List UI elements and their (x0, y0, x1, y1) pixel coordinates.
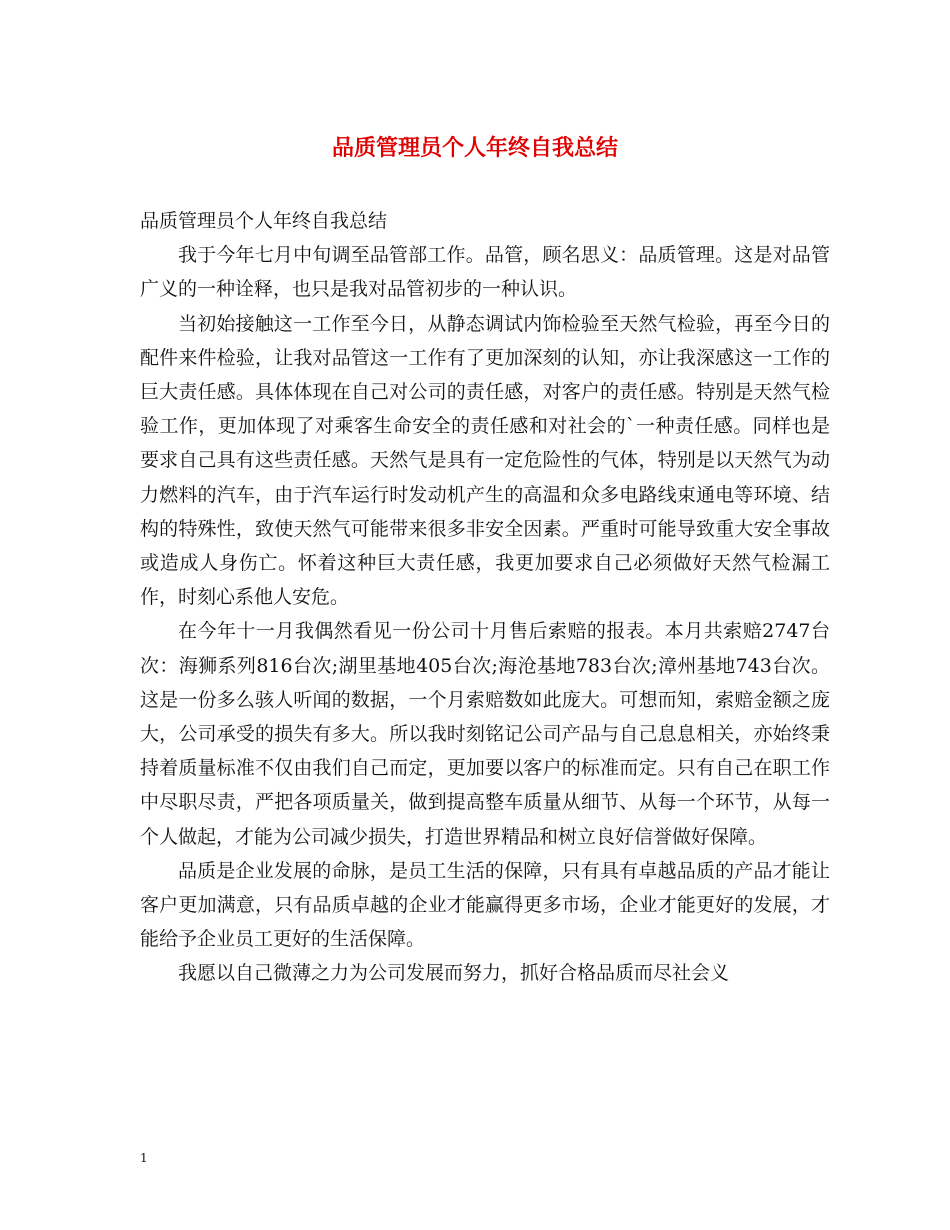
document-body (140, 204, 830, 991)
paragraph-5: 我愿以自己微薄之力为公司发展而努力，抓好合格品质而尽社会义 (178, 962, 730, 985)
page-number: 1 (140, 1151, 148, 1165)
paragraph-1: 我于今年七月中旬调至品管部工作。品管，顾名思义：品质管理。这是对品管广义的一种诠释，也只是我对品管初步的一种认识。 (140, 244, 830, 301)
body-heading: 品质管理员个人年终自我总结 (140, 210, 388, 232)
paragraph-3: 在今年十一月我偶然看见一份公司十月售后索赔的报表。本月共索赔2747台次：海狮系列816台次;湖里基地405台次;海沧基地783台次;漳州基地743台次。这是一份多么骇人听闻的数据，一个月索赔数如此庞大。可想而知，索赔金额之庞大，公司承受的损失有多大。所以我时刻铭记公司产品与自己息息相关，亦始终秉持着质量标准不仅由我们自己而定，更加要以客户的标准而定。只有自己在职工作中尽职尽责，严把各项质量关，做到提高整车质量从细节、从每一个环节，从每一个人做起，才能为公司减少损失，打造世界精品和树立良好信誉做好保障。 (140, 620, 830, 848)
paragraph-2: 当初始接触这一工作至今日，从静态调试内饰检验至天然气检验，再至今日的配件来件检验，让我对品管这一工作有了更加深刻的认知，亦让我深感这一工作的巨大责任感。具体体现在自己对公司的责任感，对客户的责任感。特别是天然气检验工作，更加体现了对乘客生命安全的责任感和对社会的`一种责任感。同样也是要求自己具有这些责任感。天然气是具有一定危险性的气体，特别是以天然气为动力燃料的汽车，由于汽车运行时发动机产生的高温和众多电路线束通电等环境、结构的特殊性，致使天然气可能带来很多非安全因素。严重时可能导致重大安全事故或造成人身伤亡。怀着这种巨大责任感，我更加要求自己必须做好天然气检漏工作，时刻心系他人安危。 (140, 312, 830, 609)
paragraph-4: 品质是企业发展的命脉，是员工生活的保障，只有具有卓越品质的产品才能让客户更加满意，只有品质卓越的企业才能赢得更多市场，企业才能更好的发展，才能给予企业员工更好的生活保障。 (140, 859, 830, 951)
document-title: 品质管理员个人年终自我总结 (331, 135, 618, 161)
